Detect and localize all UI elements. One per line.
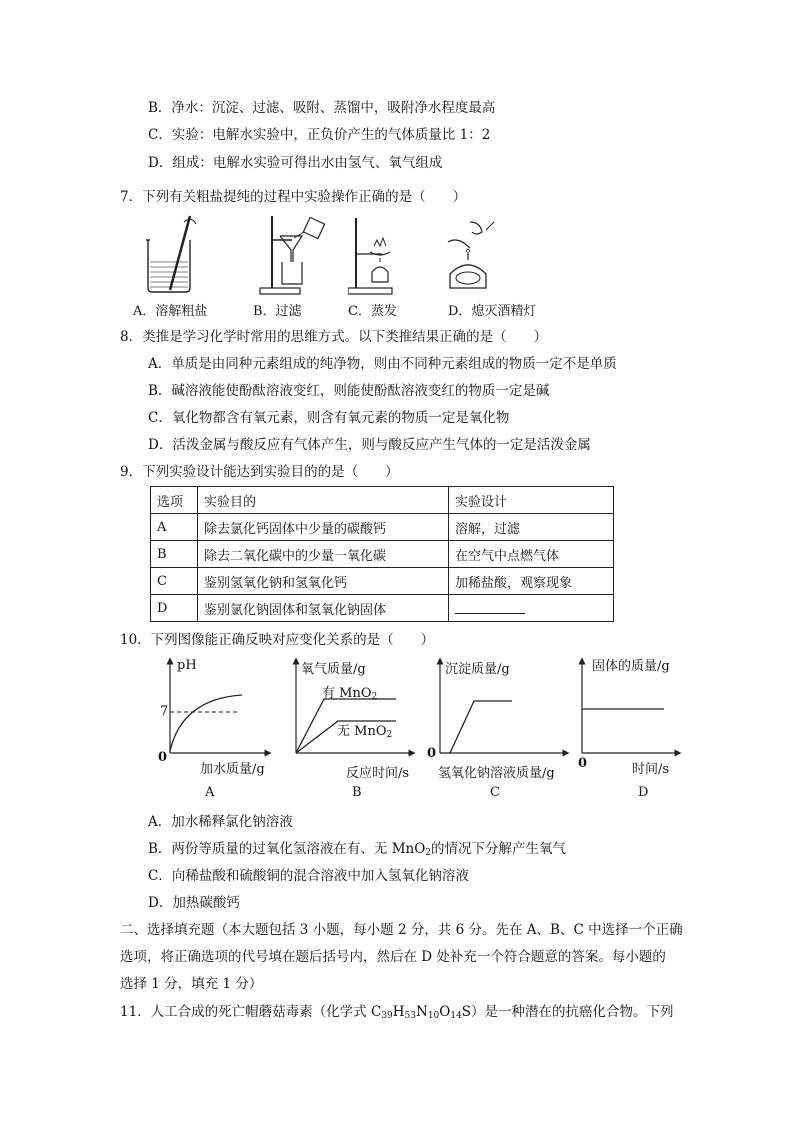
evaporation-setup-illustration bbox=[348, 216, 398, 296]
q10-option-a: A．加水稀释氯化钠溶液 bbox=[148, 814, 293, 830]
q8-option-b: B．碱溶液能使酚酞溶液变红，则能使酚酞溶液变红的物质一定是碱 bbox=[148, 383, 550, 399]
graph-a-caption: A bbox=[205, 785, 215, 800]
q10-option-c: C．向稀盐酸和硫酸铜的混合溶液中加入氢氧化钠溶液 bbox=[148, 868, 469, 884]
table-cell: D bbox=[151, 595, 198, 622]
graph-c-ylabel: 沉淀质量/g bbox=[445, 662, 510, 677]
q6-option-b: B．净水：沉淀、过滤、吸附、蒸馏中，吸附净水程度最高 bbox=[148, 100, 496, 116]
q7-caption-c: C．蒸发 bbox=[348, 304, 397, 319]
q7-caption-d: D．熄灭酒精灯 bbox=[448, 304, 537, 319]
q7-stem: 7．下列有关粗盐提纯的过程中实验操作正确的是（ ） bbox=[120, 189, 467, 205]
table-cell: C bbox=[151, 568, 198, 595]
table-cell: A bbox=[151, 514, 198, 541]
table-header-row bbox=[151, 487, 614, 514]
graph-a-ylabel: pH bbox=[177, 658, 197, 673]
q6-option-c: C．实验：电解水实验中，正负价产生的气体质量比 1：2 bbox=[148, 127, 491, 143]
q8-option-d: D．活泼金属与酸反应有气体产生，则与酸反应产生气体的一定是活泼金属 bbox=[148, 437, 591, 453]
q7-caption-a: A．溶解粗盐 bbox=[133, 304, 208, 319]
graph-b-caption: B bbox=[352, 785, 362, 800]
table-cell: 除去二氧化碳中的少量一氧化碳 bbox=[198, 541, 449, 568]
dissolve-beaker-illustration bbox=[140, 212, 200, 296]
section2-heading-line2: 选项，将正确选项的代号填在题后括号内，然后在 D 处补充一个符合题意的答案。每小题的 bbox=[120, 949, 666, 965]
table-row bbox=[151, 514, 614, 541]
graph-a-xlabel: 加水质量/g bbox=[200, 762, 265, 777]
experiment-design-table bbox=[150, 486, 614, 622]
graph-d-ylabel: 固体的质量/g bbox=[592, 659, 670, 674]
table-cell: 溶解，过滤 bbox=[449, 514, 614, 541]
answer-blank-cell[interactable] bbox=[449, 595, 614, 622]
table-cell: 除去氯化钙固体中少量的碳酸钙 bbox=[198, 514, 449, 541]
graph-a-tick-7: 7 bbox=[160, 704, 169, 719]
graph-a bbox=[150, 655, 272, 765]
table-cell: 加稀盐酸，观察现象 bbox=[449, 568, 614, 595]
header-option: 选项 bbox=[151, 487, 198, 514]
graph-c-origin: 0 bbox=[427, 746, 437, 761]
q6-option-d: D．组成：电解水实验可得出水由氢气、氧气组成 bbox=[148, 155, 443, 171]
graph-d-xlabel: 时间/s bbox=[632, 762, 670, 777]
filtration-setup-illustration bbox=[258, 214, 334, 296]
graph-b-ylabel: 氧气质量/g bbox=[301, 662, 366, 677]
table-cell: 在空气中点燃气体 bbox=[449, 541, 614, 568]
graph-d-origin: 0 bbox=[578, 756, 588, 771]
header-design: 实验设计 bbox=[449, 487, 614, 514]
q11-stem: 11．人工合成的死亡帽蘑菇毒素（化学式 $C_{39}H_{53}N_{10}O_{14}S$）是一种潜在的抗癌化合物。下列 bbox=[120, 1004, 674, 1021]
graph-b-curve-without-catalyst: 无 MnO$_2$ bbox=[337, 724, 393, 740]
q8-option-c: C．氧化物都含有氧元素，则含有氧元素的物质一定是氧化物 bbox=[148, 410, 510, 426]
graph-a-origin: 0 bbox=[158, 750, 168, 765]
q7-caption-b: B．过滤 bbox=[253, 304, 302, 319]
section2-heading-line1: 二、选择填充题（本大题包括 3 小题，每小题 2 分，共 6 分。先在 A、B、C 中选择一个正确 bbox=[120, 922, 683, 938]
table-cell: B bbox=[151, 541, 198, 568]
header-purpose: 实验目的 bbox=[198, 487, 449, 514]
q10-option-b: B．两份等质量的过氧化氢溶液在有、无 MnO$_2$的情况下分解产生氧气 bbox=[148, 841, 567, 858]
graph-d-caption: D bbox=[638, 785, 649, 800]
table-row bbox=[151, 568, 614, 595]
section2-heading-line3: 选择 1 分，填充 1 分） bbox=[120, 976, 263, 992]
table-cell: 鉴别氢氧化钠和氢氧化钙 bbox=[198, 568, 449, 595]
answer-blank[interactable] bbox=[455, 599, 525, 614]
graph-c-xlabel: 氢氧化钠溶液质量/g bbox=[438, 766, 555, 781]
graph-c-caption: C bbox=[490, 785, 500, 800]
q10-stem: 10．下列图像能正确反映对应变化关系的是（ ） bbox=[120, 632, 435, 648]
table-cell: 鉴别氯化钠固体和氢氧化钠固体 bbox=[198, 595, 449, 622]
graph-b-xlabel: 反应时间/s bbox=[346, 766, 410, 781]
table-row bbox=[151, 541, 614, 568]
q8-option-a: A．单质是由同种元素组成的纯净物，则由不同种元素组成的物质一定不是单质 bbox=[148, 356, 617, 372]
q9-stem: 9．下列实验设计能达到实验目的的是（ ） bbox=[120, 464, 399, 480]
graph-b-curve-with-catalyst: 有 MnO$_2$ bbox=[322, 686, 378, 702]
q8-stem: 8．类推是学习化学时常用的思维方式。以下类推结果正确的是（ ） bbox=[120, 329, 548, 345]
alcohol-lamp-illustration bbox=[440, 212, 500, 296]
table-row bbox=[151, 595, 614, 622]
q10-option-d: D．加热碳酸钙 bbox=[148, 895, 240, 911]
